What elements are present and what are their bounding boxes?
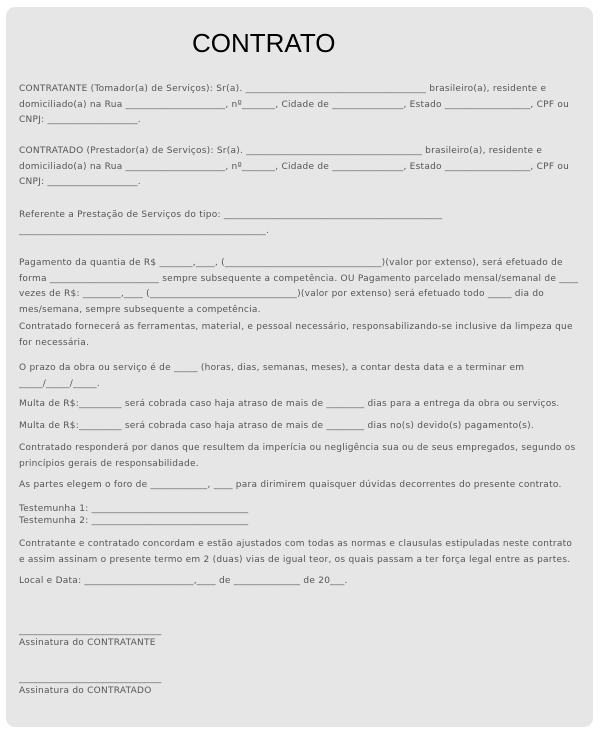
signature-label-contratado: Assinatura do CONTRATADO	[19, 686, 152, 696]
multa-entrega-paragraph: Multa de R$:_________ será cobrada caso haja atraso de mais de ________ dias para a entrega da obra ou serviços.	[19, 399, 560, 409]
pagamento-paragraph: Pagamento da quantia de R$ _______,____, (_________________________________)(valor por extenso), será efetuado de forma _______________________ sempre subsequente a competência. OU Pagamento parcelado mensal/semanal de ____ vezes de R$: ________,____ (_______________________________)(valor por extenso) será efetuado todo _____ dia do mes/semana, sempre subsequente a competência.	[19, 258, 579, 315]
contratado-paragraph: CONTRATADO (Prestador(a) de Serviços): Sr(a). _____________________________________ brasileiro(a), residente e domiciliado(a) na Rua _____________________, nº_______, Cidade de _______________, Estado __________________, CPF ou CNPJ: ___________________.	[19, 146, 570, 187]
contratante-paragraph: CONTRATANTE (Tomador(a) de Serviços): Sr(a). ______________________________________ brasileiro(a), residente e domiciliado(a) na Rua _____________________, nº_______, Cidade de _______________, Estado __________________, CPF ou CNPJ: ___________________.	[19, 84, 570, 125]
ferramentas-paragraph: Contratado fornecerá as ferramentas, material, e pessoal necessário, responsabilizando-se inclusive da limpeza que for necessária.	[19, 322, 573, 348]
concordam-paragraph: Contratante e contratado concordam e estão ajustados com todas as normas e clausulas estipuladas neste contrato e assim assinam o presente termo em 2 (duas) vias de igual teor, os quais passam a ter força legal entre as partes.	[19, 539, 573, 565]
signature-label-contratante: Assinatura do CONTRATANTE	[19, 638, 156, 648]
testemunha-2: Testemunha 2: _________________________________	[19, 516, 249, 526]
referente-paragraph: Referente a Prestação de Serviços do tipo: ______________________________________________ ____________________________________________________.	[19, 210, 443, 236]
contract-title: CONTRATO	[192, 28, 336, 58]
prazo-paragraph: O prazo da obra ou serviço é de _____ (horas, dias, semanas, meses), a contar desta data e a terminar em _____/_____/_____.	[19, 363, 525, 389]
contract-sheet	[6, 7, 593, 727]
local-data-line: Local e Data: _______________________,____ de ______________ de 20___.	[19, 576, 348, 586]
signature-line-contratante: ______________________________	[19, 626, 162, 636]
foro-paragraph: As partes elegem o foro de ____________, ____ para dirimirem quaisquer dúvidas decorrentes do presente contrato.	[19, 480, 562, 490]
testemunha-1: Testemunha 1: _________________________________	[19, 504, 249, 514]
signature-line-contratado: ______________________________	[19, 674, 162, 684]
multa-pagamento-paragraph: Multa de R$:_________ será cobrada caso haja atraso de mais de ________ dias no(s) devido(s) pagamento(s).	[19, 421, 534, 431]
danos-paragraph: Contratado responderá por danos que resultem da imperícia ou negligência sua ou de seus empregados, segundo os princípios gerais de responsabilidade.	[19, 443, 576, 469]
